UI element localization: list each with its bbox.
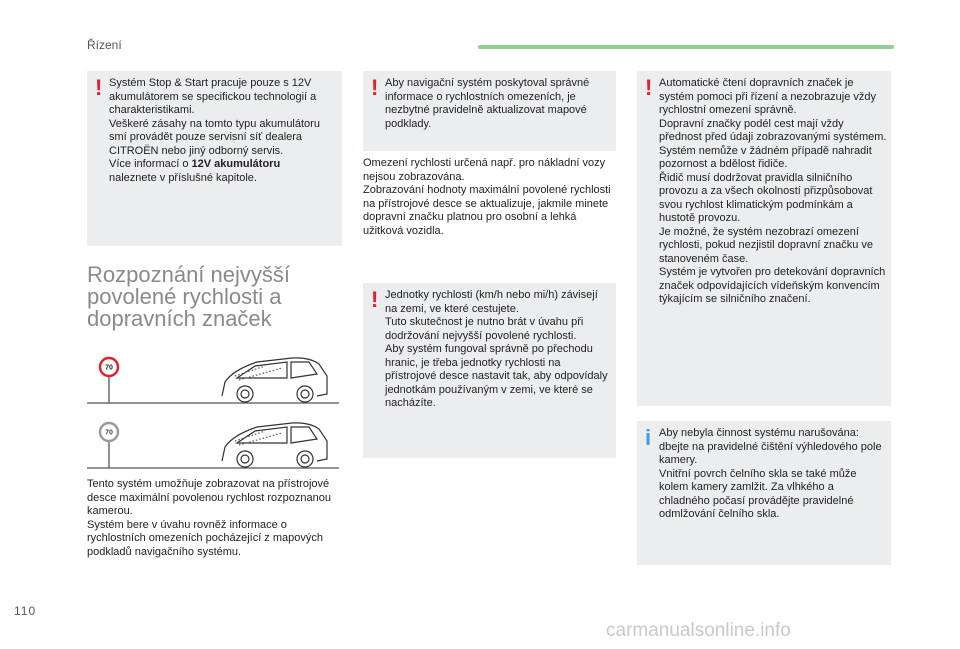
- watermark: carmanualsonline.info: [606, 620, 791, 641]
- car-icon: [222, 358, 327, 402]
- info-box-camera: [637, 421, 891, 565]
- warning-box-navigation: [363, 71, 616, 151]
- warning-box-units: [363, 283, 616, 458]
- car-icon: [222, 423, 327, 467]
- warning-icon: !: [371, 287, 379, 312]
- illustration-sign-passed: [87, 413, 339, 471]
- stop-start-text-2: naleznete v příslušné kapitole.: [109, 171, 257, 184]
- warning-text-units: Jednotky rychlosti (km/h nebo mi/h) závisejí na zemi, ve které cestujete. Tuto skutečnost je nutno brát v úvahu při dodržování nejvyšší povolené rychlosti. Aby systém fungoval správně po přechodu hranic, je třeba jednotky rychlosti na přístrojové desce nastavit tak, aby odpovídaly jednotkám používaným v zemi, ve které se nacházíte.: [385, 289, 608, 409]
- stop-start-text-1: Systém Stop & Start pracuje pouze s 12V akumulátorem se specifickou technologií a charakteristikami. Veškeré zásahy na tomto typu akumulátoru smí provádět pouze servisní síť dealera CITROËN nebo jiný odborný servis. Více informací o: [109, 77, 320, 170]
- warning-box-sign-reading: [637, 71, 891, 406]
- speed-sign-value: 70: [105, 364, 113, 372]
- body-text-middle: Omezení rychlosti určená např. pro nákladní vozy nejsou zobrazována. Zobrazování hodnoty maximální povolené rychlosti na přístrojové desce se aktualizuje, jakmile minete dopravní značku platnou pro osobní a lehká užitková vozidla.: [363, 157, 611, 237]
- header-accent-rule: [478, 45, 894, 49]
- warning-icon: !: [645, 75, 653, 100]
- page-number: 110: [14, 604, 37, 618]
- warning-text-sign-reading: Automatické čtení dopravních značek je systém pomoci při řízení a nezobrazuje vždy rychlostní omezení správně. Dopravní značky podél cest mají vždy přednost před údaji zobrazovanými systémem. Systém nemůže v žádném případě nahradit pozornost a bdělost řidiče. Řidič musí dodržovat pravidla silničního provozu a za všech okolností přizpůsobovat svou rychlost klimatickým podmínkám a hustotě provozu. Je možné, že systém nezobrazí omezení rychlosti, pokud nezjistil dopravní značku ve stanoveném čase. Systém je vytvořen pro detekování dopravních značek odpovídajících vídeňským konvencím týkajícím se silničního značení.: [659, 77, 887, 305]
- info-icon: i: [645, 425, 652, 450]
- speed-sign-value: 70: [105, 429, 113, 437]
- body-text-left: Tento systém umožňuje zobrazovat na přístrojové desce maximální povolenou rychlost rozpoznanou kamerou. Systém bere v úvahu rovněž informace o rychlostních omezeních pocházející z mapových podkladů navigačního systému.: [87, 478, 331, 558]
- illustration-sign-detected: [87, 348, 339, 406]
- warning-icon: !: [371, 75, 379, 100]
- section-label: Řízení: [87, 38, 122, 52]
- warning-box-stop-start: [87, 71, 342, 246]
- section-heading: Rozpoznání nejvyšší povolené rychlosti a dopravních značek: [87, 262, 290, 331]
- warning-text-navigation: Aby navigační systém poskytoval správné informace o rychlostních omezeních, je nezbytné pravidelně aktualizovat mapové podklady.: [385, 77, 590, 130]
- warning-text-stop-start: [109, 77, 338, 185]
- battery-bold-text: 12V akumulátoru: [191, 158, 281, 170]
- info-text-camera: Aby nebyla činnost systému narušována: dbejte na pravidelné čištění výhledového pole kamery. Vnitřní povrch čelního skla se také může kolem kamery zamlžit. Za vlhkého a chladného počasí provádějte pravidelné odmlžování čelního skla.: [659, 427, 882, 520]
- warning-icon: !: [95, 75, 103, 100]
